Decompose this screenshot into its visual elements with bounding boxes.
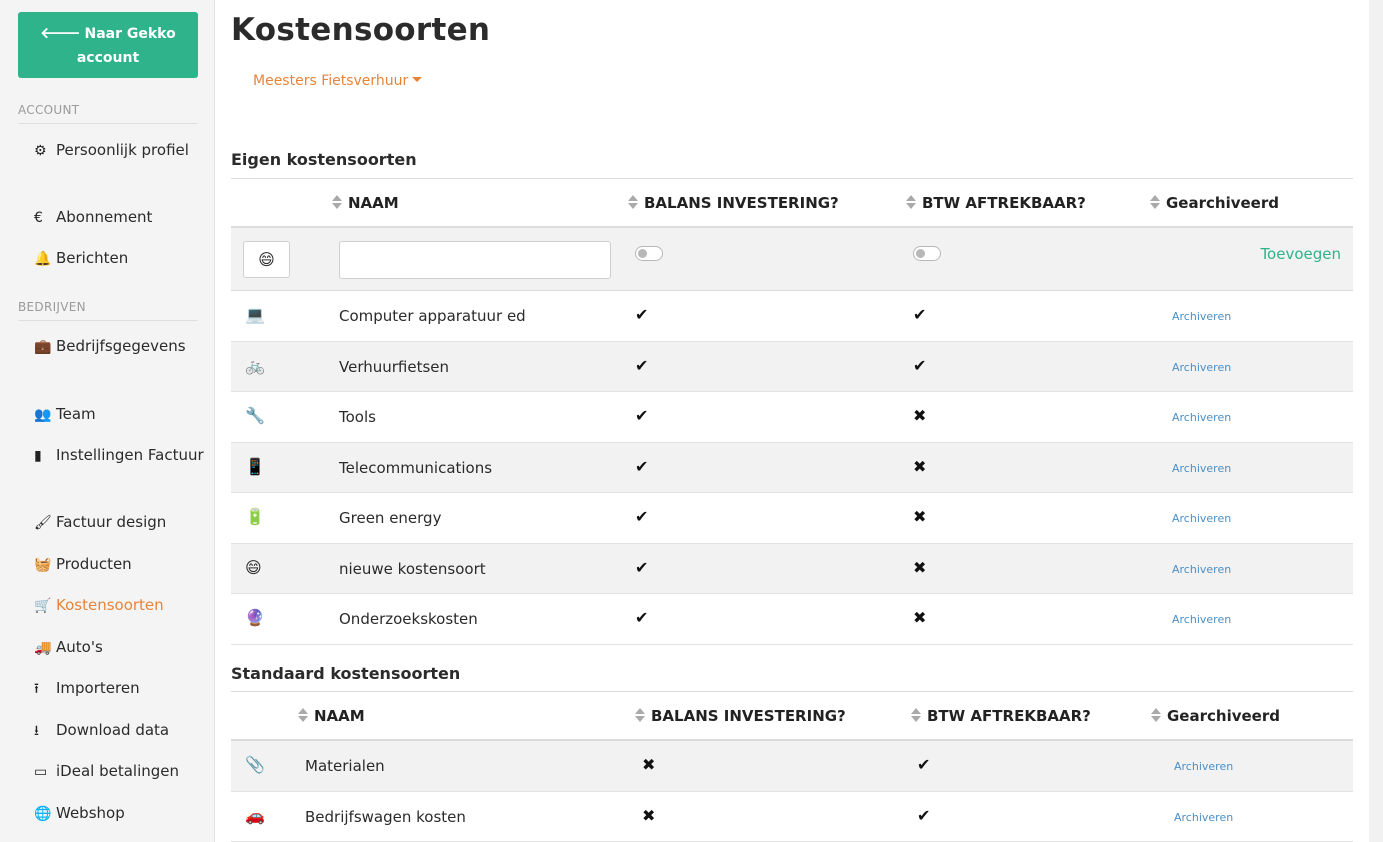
table-row xyxy=(231,342,1353,393)
sidebar-item-abonnement[interactable] xyxy=(34,204,204,231)
sidebar-item-kostensoorten[interactable] xyxy=(34,592,204,619)
company-dropdown[interactable] xyxy=(253,73,422,89)
add-button[interactable]: Toevoegen xyxy=(1260,245,1341,263)
sidebar-item-label: Kostensoorten xyxy=(56,596,164,614)
sort-icon xyxy=(1151,708,1161,722)
briefcase-icon: 💼 xyxy=(34,339,52,355)
column-header-name[interactable] xyxy=(298,707,365,725)
sidebar-item-webshop[interactable] xyxy=(34,800,204,827)
standard-cost-types-table xyxy=(231,691,1353,842)
cost-type-emoji-icon: 💻 xyxy=(245,305,265,324)
globe-icon: 🌐 xyxy=(34,806,52,822)
check-icon: ✔ xyxy=(917,755,931,774)
cost-type-name: Bedrijfswagen kosten xyxy=(305,807,466,826)
sidebar-item-auto-s[interactable] xyxy=(34,634,204,661)
check-icon: ✔ xyxy=(635,557,649,577)
sidebar-item-berichten[interactable] xyxy=(34,245,204,272)
cost-type-name: Materialen xyxy=(305,757,385,775)
cross-icon: ✖ xyxy=(642,755,656,774)
cost-type-name: Telecommunications xyxy=(339,458,493,477)
sort-icon xyxy=(298,708,308,722)
sidebar-item-label: Producten xyxy=(56,555,132,573)
back-to-account-button[interactable] xyxy=(18,12,198,78)
cost-type-name: Verhuurfietsen xyxy=(339,357,450,376)
cross-icon: ✖ xyxy=(913,507,927,526)
check-icon: ✔ xyxy=(635,456,649,476)
column-header-label: BALANS INVESTERING? xyxy=(651,707,846,725)
cross-icon: ✖ xyxy=(913,608,927,627)
cost-type-emoji-icon: 📱 xyxy=(245,456,265,476)
archive-link[interactable]: Archiveren xyxy=(1172,411,1232,424)
cost-type-emoji-icon: 😄 xyxy=(245,557,262,577)
column-header-label: Gearchiveerd xyxy=(1166,194,1279,212)
cross-icon: ✖ xyxy=(913,406,927,425)
column-header-balance[interactable] xyxy=(635,707,846,725)
column-header-balance[interactable] xyxy=(628,194,839,212)
cart-icon: 🛒 xyxy=(34,598,52,614)
table-row xyxy=(231,544,1353,595)
cost-type-emoji-icon: 📎 xyxy=(245,755,265,774)
archive-link[interactable]: Archiveren xyxy=(1172,310,1232,323)
own-section-title: Eigen kostensoorten xyxy=(231,150,417,169)
cross-icon: ✖ xyxy=(642,805,656,825)
table-row xyxy=(231,741,1353,792)
column-header-label: BALANS INVESTERING? xyxy=(644,194,839,212)
sidebar-item-persoonlijk-profiel[interactable] xyxy=(34,137,204,164)
column-header-archived[interactable] xyxy=(1151,707,1280,725)
column-header-label: NAAM xyxy=(314,707,365,725)
bell-icon: 🔔 xyxy=(34,251,52,267)
check-icon: ✔ xyxy=(917,805,931,825)
cost-type-name: Green energy xyxy=(339,509,442,527)
page-title: Kostensoorten xyxy=(231,12,491,48)
column-header-name[interactable] xyxy=(332,194,399,212)
check-icon: ✔ xyxy=(635,507,649,526)
emoji-picker-button[interactable]: 😄 xyxy=(243,241,290,278)
scroll-gutter xyxy=(1369,0,1383,842)
archive-link[interactable]: Archiveren xyxy=(1172,512,1232,525)
sidebar-item-label: Bedrijfsgegevens xyxy=(56,337,186,355)
table-row xyxy=(231,392,1353,443)
sort-icon xyxy=(628,195,638,209)
sidebar-item-label: Webshop xyxy=(56,804,125,822)
archive-link[interactable]: Archiveren xyxy=(1172,461,1232,475)
companies-heading: BEDRIJVEN xyxy=(18,300,198,321)
sidebar-item-ideal-betalingen[interactable] xyxy=(34,758,204,785)
column-header-vat[interactable] xyxy=(906,194,1086,212)
euro-icon: € xyxy=(34,210,43,226)
account-heading: ACCOUNT xyxy=(18,103,198,124)
table-row xyxy=(231,443,1353,494)
archive-link[interactable]: Archiveren xyxy=(1174,810,1234,824)
sort-icon xyxy=(332,195,342,209)
column-header-vat[interactable] xyxy=(911,707,1091,725)
cost-type-name: Tools xyxy=(339,408,376,426)
basket-icon: 🧺 xyxy=(34,557,52,573)
archive-link[interactable]: Archiveren xyxy=(1172,562,1232,576)
brush-icon: 🖌 xyxy=(34,515,52,531)
sort-icon xyxy=(1150,195,1160,209)
sidebar-item-label: Persoonlijk profiel xyxy=(56,141,189,159)
sidebar-item-label: Auto's xyxy=(56,638,103,656)
arrow-left-icon: 🡐 xyxy=(40,24,81,42)
check-icon: ✔ xyxy=(635,608,649,627)
sidebar-item-label: iDeal betalingen xyxy=(56,762,179,780)
company-dropdown-label: Meesters Fietsverhuur xyxy=(253,73,409,89)
column-header-archived[interactable] xyxy=(1150,194,1279,212)
archive-link[interactable]: Archiveren xyxy=(1172,613,1232,626)
sidebar-item-label: Team xyxy=(56,405,96,423)
new-cost-type-name-input[interactable] xyxy=(339,241,611,279)
sidebar-item-factuur-design[interactable] xyxy=(34,509,204,536)
cost-type-emoji-icon: 🚲 xyxy=(245,355,265,375)
caret-down-icon xyxy=(412,77,422,82)
table-header xyxy=(231,691,1353,741)
table-header xyxy=(231,178,1353,228)
check-icon: ✔ xyxy=(913,355,927,375)
file-icon: ▮ xyxy=(34,448,42,464)
sidebar-item-importeren[interactable] xyxy=(34,675,204,702)
download-icon: ⭳ xyxy=(34,723,39,739)
sort-icon xyxy=(635,708,645,722)
table-row xyxy=(231,493,1353,544)
table-row xyxy=(231,792,1353,842)
sort-icon xyxy=(911,708,921,722)
cost-type-name: Computer apparatuur ed xyxy=(339,307,526,325)
sidebar-item-label: Factuur design xyxy=(56,513,167,531)
truck-icon: 🚚 xyxy=(34,640,52,656)
back-button-label: Naar Gekko account xyxy=(76,26,176,66)
sidebar xyxy=(0,0,215,842)
cross-icon: ✖ xyxy=(913,456,927,476)
column-header-label: BTW AFTREKBAAR? xyxy=(927,707,1091,725)
cost-type-emoji-icon: 🔮 xyxy=(245,608,265,627)
cost-type-name: nieuwe kostensoort xyxy=(339,559,486,578)
sidebar-item-download-data[interactable] xyxy=(34,717,204,744)
users-icon: 👥 xyxy=(34,407,52,423)
sort-icon xyxy=(906,195,916,209)
table-row xyxy=(231,291,1353,342)
archive-link[interactable]: Archiveren xyxy=(1172,360,1232,374)
sidebar-item-label: Download data xyxy=(56,721,170,739)
standard-section-title: Standaard kostensoorten xyxy=(231,664,461,683)
cost-type-emoji-icon: 🔋 xyxy=(245,507,265,526)
main-content xyxy=(215,0,1369,842)
column-header-label: BTW AFTREKBAAR? xyxy=(922,194,1086,212)
check-icon: ✔ xyxy=(635,406,649,425)
vat-deductible-toggle[interactable] xyxy=(913,246,941,261)
sidebar-item-label: Instellingen Factuur xyxy=(56,446,204,464)
archive-link[interactable]: Archiveren xyxy=(1174,760,1234,773)
add-cost-type-row xyxy=(231,228,1353,291)
cost-type-emoji-icon: 🚗 xyxy=(245,805,265,825)
own-cost-types-table xyxy=(231,178,1353,645)
check-icon: ✔ xyxy=(635,305,649,324)
upload-icon: ⭱ xyxy=(34,681,39,697)
sidebar-item-label: Abonnement xyxy=(56,208,153,226)
sidebar-item-bedrijfsgegevens[interactable] xyxy=(34,333,204,360)
balance-investment-toggle[interactable] xyxy=(635,246,663,261)
sidebar-item-label: Importeren xyxy=(56,679,140,697)
cross-icon: ✖ xyxy=(913,557,927,577)
gear-icon: ⚙ xyxy=(34,143,47,159)
column-header-label: NAAM xyxy=(348,194,399,212)
table-row xyxy=(231,594,1353,645)
toggle-knob xyxy=(916,249,925,258)
check-icon: ✔ xyxy=(635,355,649,375)
sidebar-item-team[interactable] xyxy=(34,401,204,428)
credit-card-icon: ▭ xyxy=(34,764,48,780)
column-header-label: Gearchiveerd xyxy=(1167,707,1280,725)
sidebar-item-producten[interactable] xyxy=(34,551,204,578)
toggle-knob xyxy=(638,249,647,258)
cost-type-name: Onderzoekskosten xyxy=(339,610,478,628)
sidebar-item-instellingen-factuur[interactable] xyxy=(34,442,204,469)
cost-type-emoji-icon: 🔧 xyxy=(245,406,265,425)
check-icon: ✔ xyxy=(913,305,927,324)
sidebar-item-label: Berichten xyxy=(56,249,129,267)
